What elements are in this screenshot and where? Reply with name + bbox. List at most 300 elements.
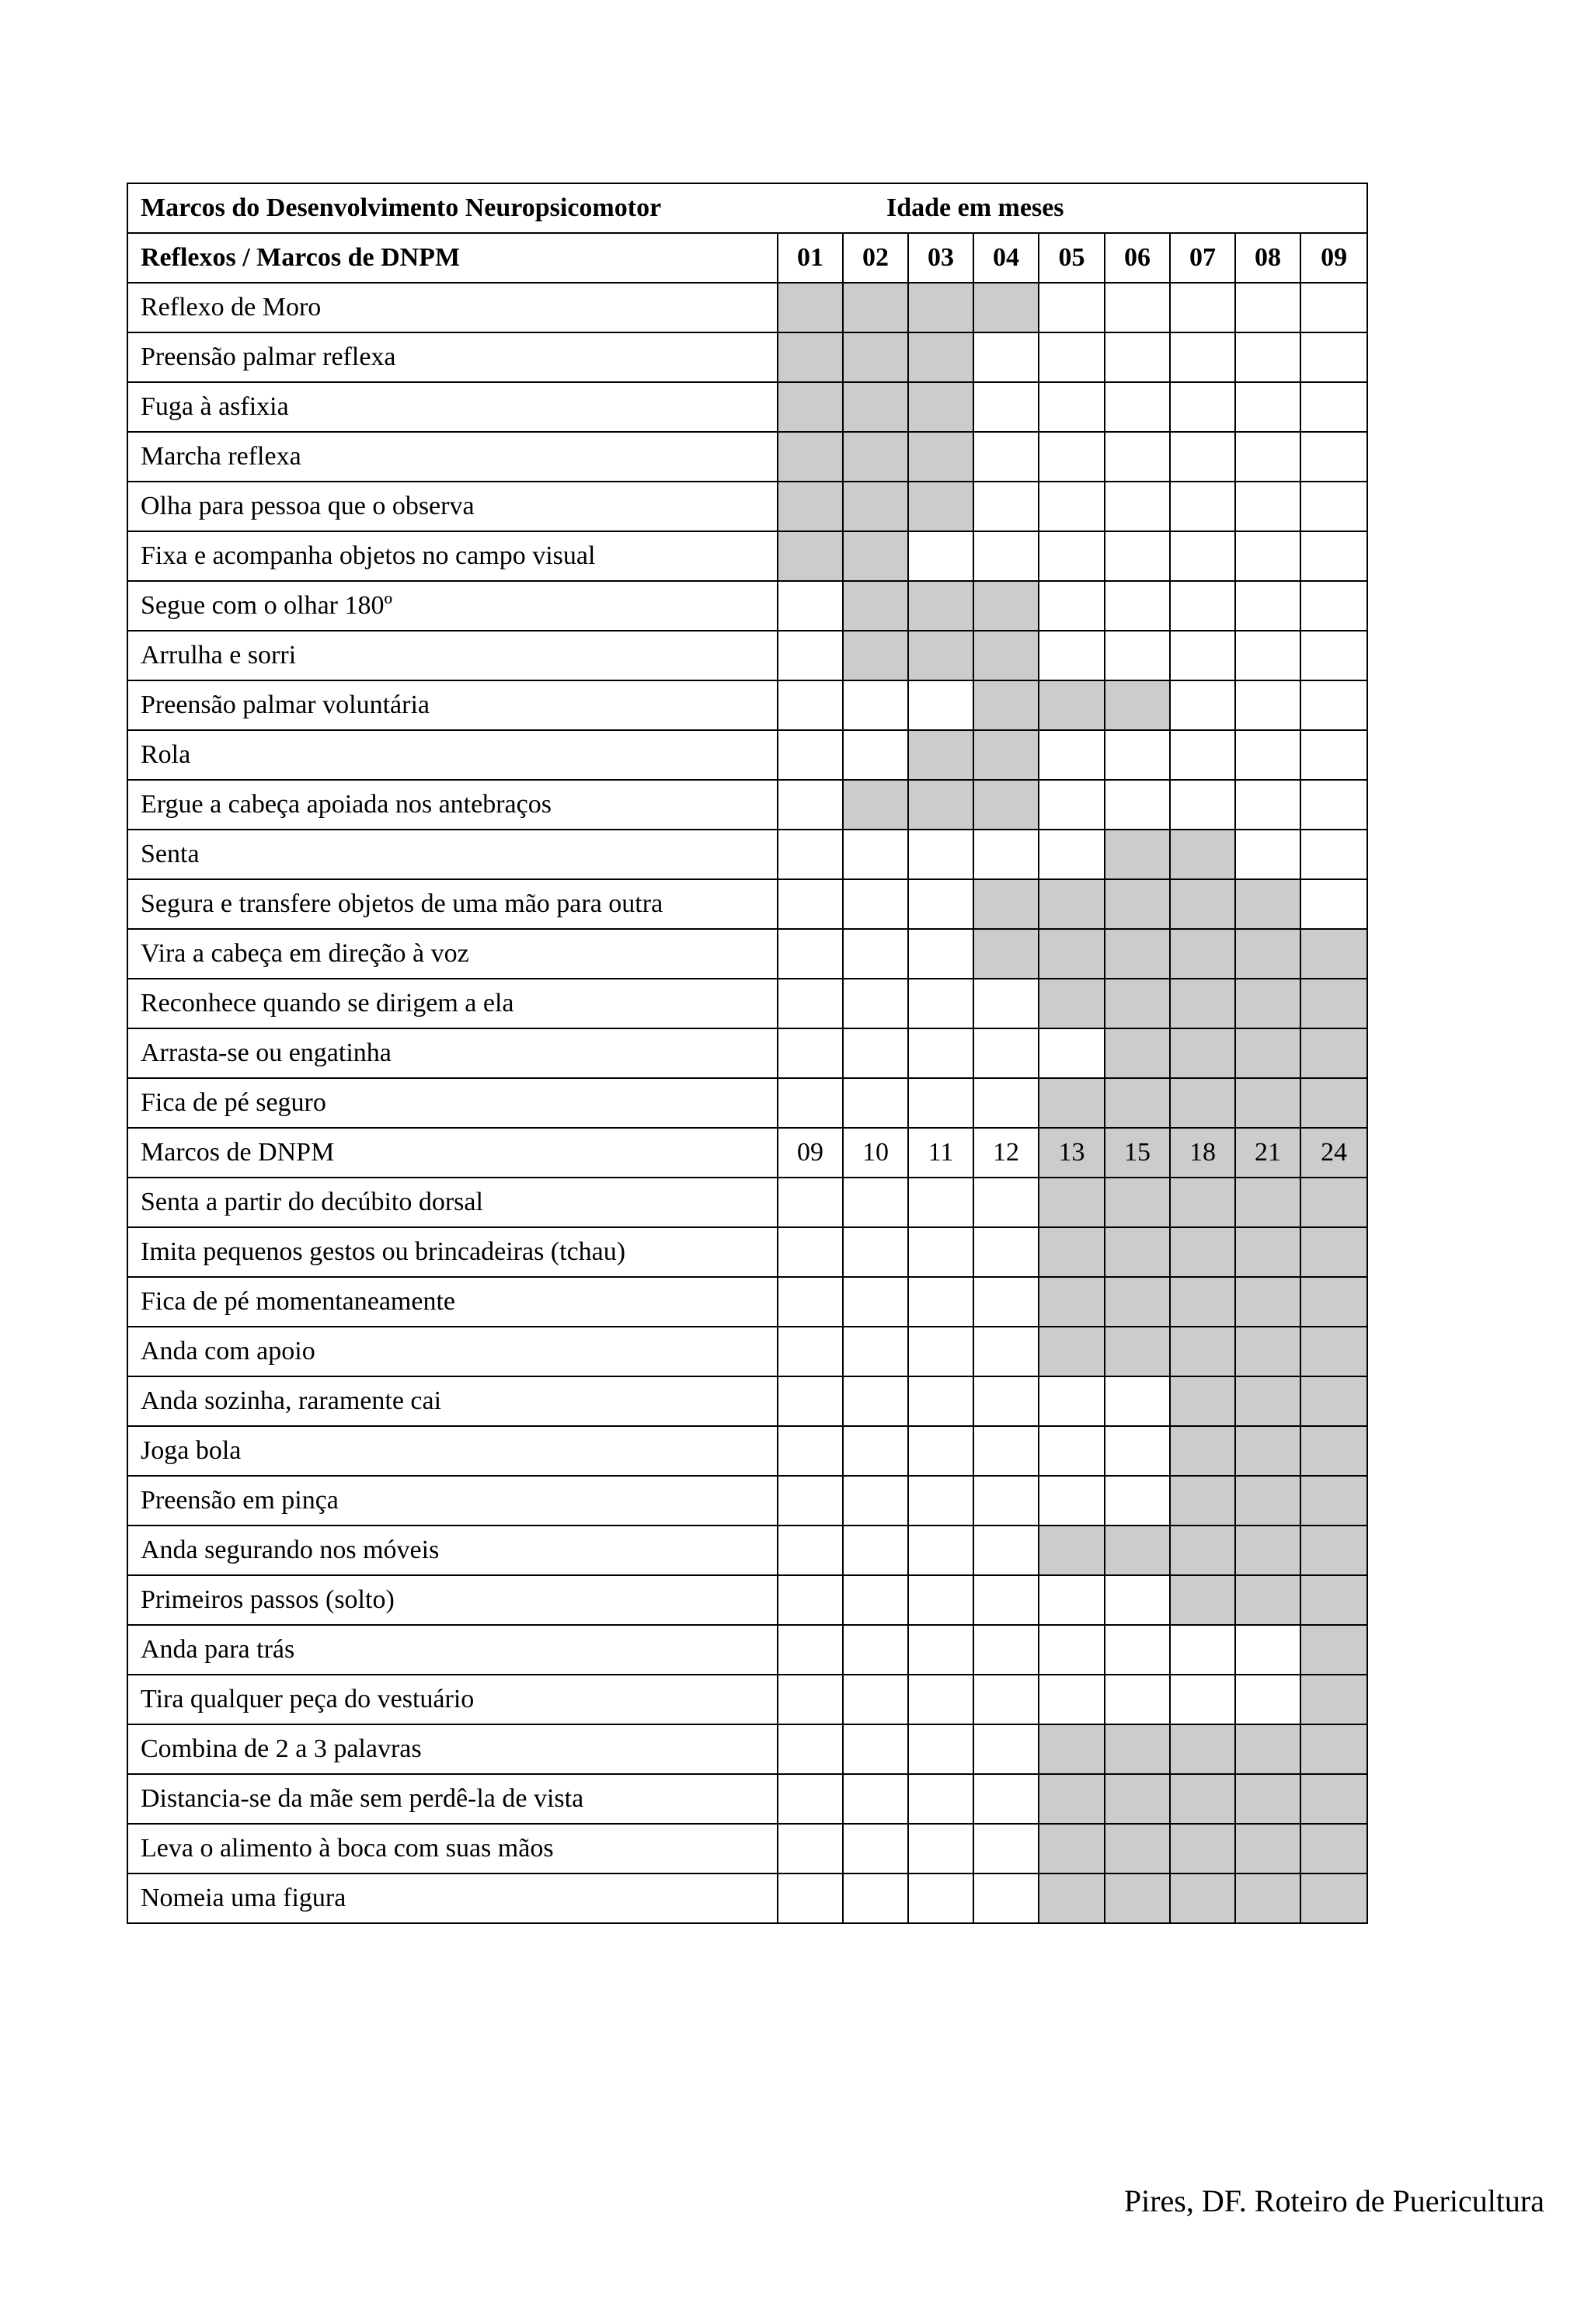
milestone-label: Fuga à asfixia [127,382,778,432]
shaded-age-cell [1235,1476,1300,1526]
shaded-age-cell [1235,979,1300,1028]
empty-age-cell [1170,332,1235,382]
milestone-label: Anda segurando nos móveis [127,1526,778,1575]
empty-age-cell [1105,1376,1170,1426]
shaded-age-cell [1170,1078,1235,1128]
milestone-label: Anda com apoio [127,1327,778,1376]
empty-age-cell [908,680,973,730]
shaded-age-cell [1300,1277,1367,1327]
milestone-row [127,283,1367,332]
empty-age-cell [778,830,843,879]
empty-age-cell [908,1526,973,1575]
shaded-age-cell [1170,1824,1235,1873]
empty-age-cell [1170,730,1235,780]
milestone-row [127,1675,1367,1724]
empty-age-cell [843,1327,908,1376]
shaded-age-cell [973,581,1039,631]
empty-age-cell [973,1625,1039,1675]
empty-age-cell [1039,730,1105,780]
empty-age-cell [843,1526,908,1575]
empty-age-cell [1235,332,1300,382]
empty-age-cell [908,1575,973,1625]
shaded-age-cell [1170,1724,1235,1774]
empty-age-cell [1300,283,1367,332]
shaded-age-cell [843,332,908,382]
milestone-label: Senta a partir do decúbito dorsal [127,1178,778,1227]
shaded-age-cell [1300,929,1367,979]
empty-age-cell [1105,631,1170,680]
milestone-row [127,581,1367,631]
empty-age-cell [1105,482,1170,531]
shaded-age-cell [1105,1078,1170,1128]
shaded-age-cell [1039,1078,1105,1128]
shaded-age-cell [1105,1526,1170,1575]
empty-age-cell [908,979,973,1028]
empty-age-cell [1039,1575,1105,1625]
empty-age-cell [973,1426,1039,1476]
empty-age-cell [1235,283,1300,332]
empty-age-cell [1170,1675,1235,1724]
milestone-label: Arrulha e sorri [127,631,778,680]
footer-citation: Pires, DF. Roteiro de Puericultura [1123,2183,1544,2218]
empty-age-cell [778,929,843,979]
age-column-header: 15 [1105,1128,1170,1178]
empty-age-cell [843,1675,908,1724]
milestone-row [127,1178,1367,1227]
age-column-header: 09 [778,1128,843,1178]
empty-age-cell [1170,382,1235,432]
age-column-header: 10 [843,1128,908,1178]
shaded-age-cell [1105,1873,1170,1923]
milestone-row [127,1227,1367,1277]
empty-age-cell [1105,1476,1170,1526]
empty-age-cell [1170,482,1235,531]
shaded-age-cell [1039,1824,1105,1873]
age-column-header: 02 [843,233,908,283]
shaded-age-cell [973,879,1039,929]
milestone-label: Preensão palmar reflexa [127,332,778,382]
empty-age-cell [1039,283,1105,332]
shaded-age-cell [1300,1078,1367,1128]
empty-age-cell [1105,730,1170,780]
shaded-age-cell [1170,1178,1235,1227]
empty-age-cell [1300,631,1367,680]
empty-age-cell [1170,1625,1235,1675]
empty-age-cell [1039,382,1105,432]
shaded-age-cell [1039,929,1105,979]
shaded-age-cell [1170,1327,1235,1376]
empty-age-cell [778,1426,843,1476]
shaded-age-cell [778,531,843,581]
shaded-age-cell [1235,1426,1300,1476]
empty-age-cell [1105,1625,1170,1675]
empty-age-cell [843,1028,908,1078]
empty-age-cell [1105,332,1170,382]
milestone-row [127,482,1367,531]
shaded-age-cell [1170,1575,1235,1625]
shaded-age-cell [1300,979,1367,1028]
shaded-age-cell [1235,1277,1300,1327]
shaded-age-cell [1170,1227,1235,1277]
empty-age-cell [908,879,973,929]
milestone-label: Joga bola [127,1426,778,1476]
milestones-table [127,183,1368,1924]
empty-age-cell [843,1426,908,1476]
shaded-age-cell [1105,929,1170,979]
shaded-age-cell [1300,1575,1367,1625]
shaded-age-cell [1235,1774,1300,1824]
age-column-header: 03 [908,233,973,283]
milestone-label: Ergue a cabeça apoiada nos antebraços [127,780,778,830]
empty-age-cell [908,1774,973,1824]
milestone-label: Fixa e acompanha objetos no campo visual [127,531,778,581]
shaded-age-cell [778,482,843,531]
empty-age-cell [843,1575,908,1625]
empty-age-cell [1300,581,1367,631]
milestone-row [127,332,1367,382]
empty-age-cell [778,680,843,730]
empty-age-cell [843,830,908,879]
shaded-age-cell [1105,1327,1170,1376]
section-header-row [127,233,1367,283]
shaded-age-cell [1105,1774,1170,1824]
shaded-age-cell [843,780,908,830]
empty-age-cell [973,1376,1039,1426]
empty-age-cell [1300,332,1367,382]
shaded-age-cell [973,730,1039,780]
empty-age-cell [843,1873,908,1923]
shaded-age-cell [1300,1824,1367,1873]
empty-age-cell [778,1028,843,1078]
empty-age-cell [778,1675,843,1724]
shaded-age-cell [1105,1724,1170,1774]
age-column-header: 12 [973,1128,1039,1178]
milestone-label: Marcha reflexa [127,432,778,482]
empty-age-cell [1300,531,1367,581]
empty-age-cell [1105,432,1170,482]
empty-age-cell [1105,780,1170,830]
milestone-row [127,1426,1367,1476]
empty-age-cell [778,1526,843,1575]
empty-age-cell [843,1625,908,1675]
empty-age-cell [778,1575,843,1625]
age-column-header: 08 [1235,233,1300,283]
empty-age-cell [973,1724,1039,1774]
milestone-row [127,1873,1367,1923]
empty-age-cell [973,1675,1039,1724]
shaded-age-cell [1300,1625,1367,1675]
shaded-age-cell [1300,1476,1367,1526]
shaded-age-cell [1170,1277,1235,1327]
empty-age-cell [1300,830,1367,879]
age-column-header: 18 [1170,1128,1235,1178]
shaded-age-cell [1235,879,1300,929]
empty-age-cell [843,929,908,979]
empty-age-cell [1300,879,1367,929]
empty-age-cell [778,1078,843,1128]
milestone-row [127,1575,1367,1625]
age-column-header: 05 [1039,233,1105,283]
milestone-row [127,830,1367,879]
shaded-age-cell [1170,1774,1235,1824]
shaded-age-cell [1300,1327,1367,1376]
milestone-row [127,1774,1367,1824]
empty-age-cell [973,1277,1039,1327]
shaded-age-cell [1039,1873,1105,1923]
milestone-row [127,1625,1367,1675]
empty-age-cell [1039,1625,1105,1675]
shaded-age-cell [908,432,973,482]
shaded-age-cell [908,332,973,382]
section-header-label: Reflexos / Marcos de DNPM [127,233,778,283]
milestone-label: Primeiros passos (solto) [127,1575,778,1625]
empty-age-cell [973,1078,1039,1128]
shaded-age-cell [1105,979,1170,1028]
empty-age-cell [1235,1675,1300,1724]
empty-age-cell [973,1873,1039,1923]
empty-age-cell [1170,283,1235,332]
milestone-row [127,432,1367,482]
empty-age-cell [973,1028,1039,1078]
shaded-age-cell [1105,1178,1170,1227]
milestone-label: Anda para trás [127,1625,778,1675]
empty-age-cell [778,1277,843,1327]
empty-age-cell [1039,581,1105,631]
shaded-age-cell [778,432,843,482]
empty-age-cell [973,332,1039,382]
empty-age-cell [973,1774,1039,1824]
milestone-label: Segura e transfere objetos de uma mão para outra [127,879,778,929]
shaded-age-cell [908,780,973,830]
milestone-label: Preensão palmar voluntária [127,680,778,730]
shaded-age-cell [1105,879,1170,929]
milestone-label: Imita pequenos gestos ou brincadeiras (tchau) [127,1227,778,1277]
shaded-age-cell [778,283,843,332]
milestone-row [127,382,1367,432]
shaded-age-cell [843,531,908,581]
age-column-header: 13 [1039,1128,1105,1178]
empty-age-cell [1039,1028,1105,1078]
shaded-age-cell [1170,879,1235,929]
milestone-row [127,1526,1367,1575]
shaded-age-cell [1235,1526,1300,1575]
shaded-age-cell [1300,1028,1367,1078]
shaded-age-cell [1235,1327,1300,1376]
shaded-age-cell [1039,1526,1105,1575]
section-header-row [127,1128,1367,1178]
empty-age-cell [778,879,843,929]
empty-age-cell [908,1078,973,1128]
empty-age-cell [843,979,908,1028]
empty-age-cell [908,1277,973,1327]
empty-age-cell [1170,680,1235,730]
empty-age-cell [1105,1426,1170,1476]
shaded-age-cell [1300,1426,1367,1476]
empty-age-cell [973,1824,1039,1873]
shaded-age-cell [778,382,843,432]
shaded-age-cell [973,680,1039,730]
empty-age-cell [973,830,1039,879]
shaded-age-cell [1039,1327,1105,1376]
empty-age-cell [778,1178,843,1227]
shaded-age-cell [973,631,1039,680]
shaded-age-cell [1300,1178,1367,1227]
empty-age-cell [908,1376,973,1426]
age-column-header: 01 [778,233,843,283]
age-column-header: 07 [1170,233,1235,283]
milestone-row [127,1724,1367,1774]
empty-age-cell [973,1227,1039,1277]
empty-age-cell [908,1327,973,1376]
milestone-label: Fica de pé seguro [127,1078,778,1128]
milestone-label: Leva o alimento à boca com suas mãos [127,1824,778,1873]
empty-age-cell [1300,680,1367,730]
empty-age-cell [1039,631,1105,680]
shaded-age-cell [843,432,908,482]
empty-age-cell [843,1376,908,1426]
shaded-age-cell [1105,1028,1170,1078]
shaded-age-cell [1170,830,1235,879]
empty-age-cell [1105,581,1170,631]
shaded-age-cell [1170,1873,1235,1923]
milestone-label: Reconhece quando se dirigem a ela [127,979,778,1028]
empty-age-cell [778,979,843,1028]
shaded-age-cell [1300,1227,1367,1277]
empty-age-cell [908,1873,973,1923]
shaded-age-cell [1105,1277,1170,1327]
empty-age-cell [1170,531,1235,581]
empty-age-cell [1170,581,1235,631]
section-header-label: Marcos de DNPM [127,1128,778,1178]
shaded-age-cell [1039,680,1105,730]
shaded-age-cell [1235,1824,1300,1873]
shaded-age-cell [908,631,973,680]
empty-age-cell [843,1724,908,1774]
empty-age-cell [973,432,1039,482]
empty-age-cell [908,1476,973,1526]
age-column-header: 24 [1300,1128,1367,1178]
age-column-header: 04 [973,233,1039,283]
empty-age-cell [1105,1575,1170,1625]
shaded-age-cell [1105,680,1170,730]
shaded-age-cell [1235,1724,1300,1774]
shaded-age-cell [1235,1078,1300,1128]
empty-age-cell [1235,531,1300,581]
milestone-label: Tira qualquer peça do vestuário [127,1675,778,1724]
milestone-row [127,1376,1367,1426]
empty-age-cell [1235,631,1300,680]
shaded-age-cell [843,482,908,531]
empty-age-cell [1235,780,1300,830]
milestone-label: Fica de pé momentaneamente [127,1277,778,1327]
empty-age-cell [1300,780,1367,830]
empty-age-cell [973,382,1039,432]
empty-age-cell [778,1873,843,1923]
shaded-age-cell [908,581,973,631]
shaded-age-cell [973,780,1039,830]
empty-age-cell [1039,1376,1105,1426]
empty-age-cell [1300,482,1367,531]
shaded-age-cell [1235,1873,1300,1923]
empty-age-cell [778,1625,843,1675]
empty-age-cell [1105,531,1170,581]
empty-age-cell [843,680,908,730]
milestone-row [127,1824,1367,1873]
empty-age-cell [1170,780,1235,830]
milestone-row [127,1476,1367,1526]
shaded-age-cell [1300,1873,1367,1923]
milestone-label: Rola [127,730,778,780]
empty-age-cell [973,1327,1039,1376]
milestone-row [127,631,1367,680]
empty-age-cell [778,631,843,680]
shaded-age-cell [1039,1774,1105,1824]
shaded-age-cell [843,631,908,680]
table-title: Marcos do Desenvolvimento Neuropsicomotor [141,193,662,222]
empty-age-cell [778,1327,843,1376]
empty-age-cell [1039,531,1105,581]
shaded-age-cell [1039,1724,1105,1774]
empty-age-cell [1300,382,1367,432]
empty-age-cell [778,1824,843,1873]
empty-age-cell [1105,1675,1170,1724]
age-column-header: 09 [1300,233,1367,283]
empty-age-cell [778,780,843,830]
empty-age-cell [843,730,908,780]
empty-age-cell [843,1774,908,1824]
empty-age-cell [908,1227,973,1277]
shaded-age-cell [1235,1028,1300,1078]
age-column-header: 06 [1105,233,1170,283]
empty-age-cell [778,730,843,780]
empty-age-cell [973,1476,1039,1526]
shaded-age-cell [1105,830,1170,879]
milestone-row [127,1277,1367,1327]
empty-age-cell [908,1178,973,1227]
shaded-age-cell [1039,1277,1105,1327]
shaded-age-cell [1170,1526,1235,1575]
empty-age-cell [778,1724,843,1774]
empty-age-cell [1105,382,1170,432]
empty-age-cell [973,1575,1039,1625]
shaded-age-cell [973,283,1039,332]
empty-age-cell [1039,1675,1105,1724]
empty-age-cell [1039,830,1105,879]
shaded-age-cell [1300,1526,1367,1575]
milestone-label: Distancia-se da mãe sem perdê-la de vista [127,1774,778,1824]
table-title-cell [127,183,1367,233]
empty-age-cell [908,1426,973,1476]
shaded-age-cell [1170,1476,1235,1526]
shaded-age-cell [1170,979,1235,1028]
shaded-age-cell [1039,1227,1105,1277]
milestone-row [127,879,1367,929]
shaded-age-cell [1170,1426,1235,1476]
shaded-age-cell [1039,879,1105,929]
empty-age-cell [778,1476,843,1526]
shaded-age-cell [1170,929,1235,979]
shaded-age-cell [1300,1376,1367,1426]
shaded-age-cell [1235,1178,1300,1227]
empty-age-cell [1300,730,1367,780]
milestone-row [127,531,1367,581]
shaded-age-cell [778,332,843,382]
shaded-age-cell [1235,1227,1300,1277]
shaded-age-cell [908,482,973,531]
empty-age-cell [1039,432,1105,482]
empty-age-cell [973,979,1039,1028]
empty-age-cell [843,1476,908,1526]
